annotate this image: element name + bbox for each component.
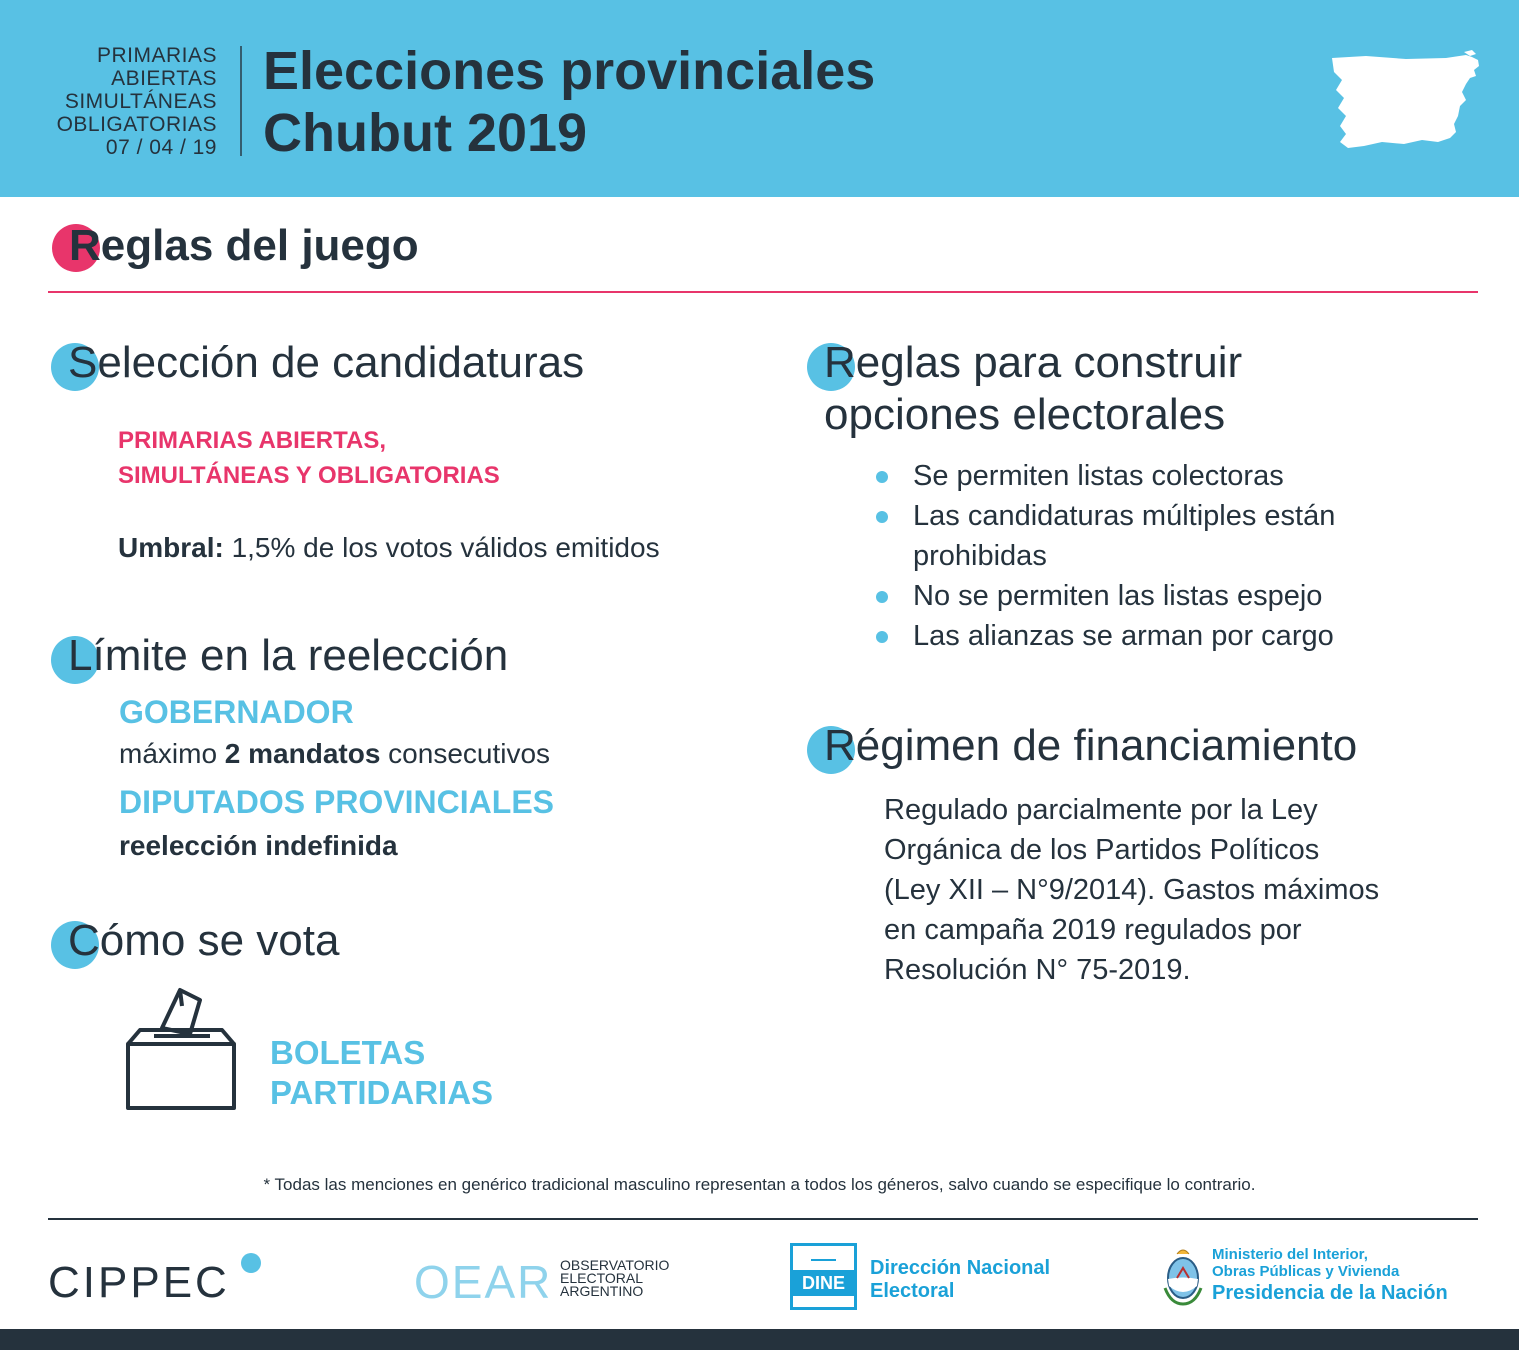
gobernador-bold: 2 mandatos — [224, 738, 381, 769]
bullet-dot — [876, 511, 888, 523]
section-heading-seleccion — [51, 337, 584, 389]
oear-subtitle-line: OBSERVATORIO — [560, 1257, 670, 1273]
primarias-line-2: SIMULTÁNEAS Y OBLIGATORIAS — [118, 462, 500, 489]
header-band — [0, 0, 1519, 197]
election-type-subtitle — [57, 44, 217, 159]
bullet-text: No se permiten las listas espejo — [913, 580, 1323, 612]
national-shield-icon — [1163, 1246, 1203, 1306]
subtitle-date: 07 / 04 / 19 — [105, 136, 217, 159]
diputados-text: reelección indefinida — [119, 830, 398, 861]
list-item — [876, 616, 1335, 656]
dine-name-line: Dirección Nacional — [870, 1257, 1051, 1279]
footer-divider — [48, 1218, 1478, 1220]
pink-divider — [48, 291, 1478, 293]
list-item — [876, 576, 1335, 616]
heading-initial: R — [824, 338, 856, 387]
heading-initial: R — [824, 721, 856, 770]
heading-text: eglas del juego — [100, 221, 419, 270]
cippec-badge-icon — [241, 1253, 261, 1273]
bottom-bar — [0, 1329, 1519, 1350]
oear-wordmark: OEAR — [414, 1256, 553, 1308]
boletas-line-1: BOLETAS — [270, 1034, 426, 1071]
chubut-map-icon — [1326, 50, 1481, 150]
heading-text: elección de candidaturas — [97, 338, 585, 387]
financiamiento-line: (Ley XII – N°9/2014). Gastos máximos — [884, 874, 1380, 906]
financiamiento-line: Resolución N° 75-2019. — [884, 954, 1191, 986]
dine-logo-box — [790, 1243, 857, 1310]
financiamiento-line: en campaña 2019 regulados por — [884, 914, 1302, 946]
section-heading-financiamiento — [807, 720, 1357, 772]
title-line-2: Chubut 2019 — [263, 103, 588, 163]
umbral-text — [118, 528, 660, 568]
bullet-dot — [876, 591, 888, 603]
umbral-label: Umbral: — [118, 532, 224, 563]
bullet-text: Las alianzas se arman por cargo — [913, 620, 1334, 652]
heading-initial: S — [68, 338, 98, 387]
heading-text-line-2: opciones electorales — [824, 390, 1226, 439]
gobernador-post: consecutivos — [380, 738, 551, 769]
heading-initial: L — [68, 631, 93, 680]
heading-text: ímite en la reelección — [92, 631, 509, 680]
list-item — [876, 456, 1335, 496]
bullet-text: Se permiten listas colectoras — [913, 460, 1284, 492]
title-line-1: Elecciones provinciales — [263, 41, 876, 101]
umbral-value: 1,5% de los votos válidos emitidos — [223, 532, 660, 563]
primarias-line-1: PRIMARIAS ABIERTAS, — [118, 427, 387, 454]
ballot-box-icon — [124, 986, 240, 1112]
header-divider — [240, 46, 242, 156]
page-title — [263, 40, 875, 164]
diputados-label: DIPUTADOS PROVINCIALES — [119, 784, 554, 820]
bullet-text-cont: prohibidas — [913, 540, 1047, 572]
oear-subtitle-line: ELECTORAL — [560, 1270, 643, 1286]
boletas-line-2: PARTIDARIAS — [270, 1074, 494, 1111]
bullet-dot — [876, 631, 888, 643]
presidencia-line: Presidencia de la Nación — [1212, 1282, 1448, 1304]
ministerio-line: Obras Públicas y Vivienda — [1212, 1263, 1400, 1280]
gobernador-label: GOBERNADOR — [119, 694, 354, 730]
oear-subtitle — [560, 1259, 669, 1298]
primarias-label — [118, 423, 500, 493]
main-heading — [52, 221, 419, 271]
ministerio-line: Ministerio del Interior, — [1212, 1246, 1368, 1263]
subtitle-line: SIMULTÁNEAS — [64, 90, 217, 113]
section-heading-como — [51, 915, 339, 967]
boletas-label — [270, 1033, 493, 1113]
heading-initial: C — [68, 916, 100, 965]
section-heading-reglas — [807, 337, 1242, 441]
subtitle-line: OBLIGATORIAS — [56, 113, 217, 136]
subtitle-line: PRIMARIAS — [96, 44, 217, 67]
cippec-wordmark: CIPPEC — [48, 1258, 230, 1307]
heading-text: ómo se vota — [99, 916, 340, 965]
heading-text: égimen de financiamiento — [855, 721, 1358, 770]
section-heading-limite — [51, 630, 508, 682]
bullet-text: Las candidaturas múltiples están — [913, 500, 1336, 532]
cippec-logo — [48, 1258, 230, 1308]
dine-name — [870, 1257, 1050, 1303]
heading-initial: R — [69, 221, 101, 270]
oear-subtitle-line: ARGENTINO — [560, 1283, 644, 1299]
financiamiento-line: Orgánica de los Partidos Políticos — [884, 834, 1320, 866]
reglas-bullet-list — [876, 456, 1335, 656]
gobernador-pre: máximo — [119, 738, 225, 769]
dine-name-line: Electoral — [870, 1280, 955, 1302]
ministerio-name — [1212, 1246, 1448, 1306]
gender-footnote: * Todas las menciones en genérico tradicional masculino representan a todos los géneros, salvo cuando se especifique lo contrario. — [263, 1175, 1256, 1194]
dine-logo-label: DINE — [793, 1270, 854, 1296]
financiamiento-text — [884, 790, 1464, 990]
bullet-dot — [876, 471, 888, 483]
list-item — [876, 496, 1335, 576]
financiamiento-line: Regulado parcialmente por la Ley — [884, 794, 1318, 826]
gobernador-text — [119, 734, 550, 774]
heading-text: eglas para construir — [855, 338, 1243, 387]
dine-logo-bar — [811, 1259, 836, 1261]
subtitle-line: ABIERTAS — [111, 67, 217, 90]
